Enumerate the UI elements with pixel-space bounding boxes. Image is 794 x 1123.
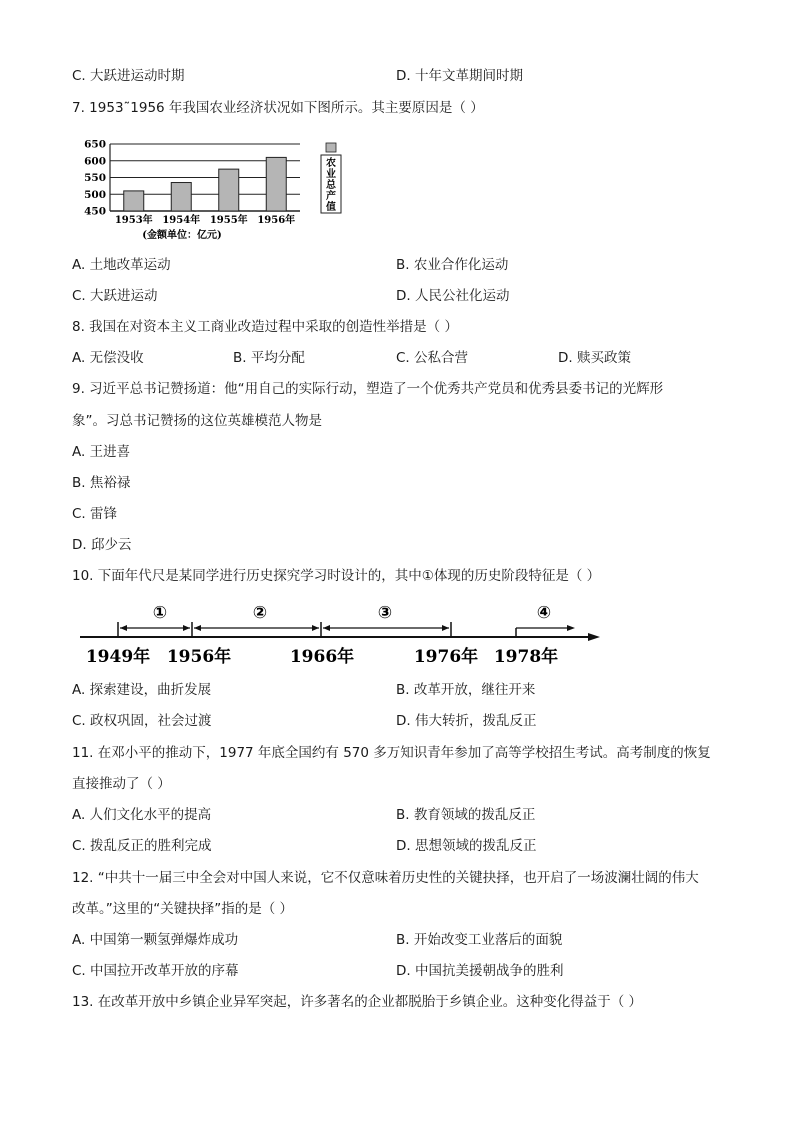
- q7-stem: 7. 1953˜1956 年我国农业经济状况如下图所示。其主要原因是（ ）: [72, 100, 484, 116]
- q6-option-d: D. 十年文革期间时期: [396, 68, 523, 84]
- q11-option-d: D. 思想领域的拨乱反正: [396, 838, 537, 854]
- chart-unit-label: (金额单位：亿元): [142, 230, 222, 241]
- legend-char: 值: [326, 202, 336, 213]
- q7-option-c: C. 大跃进运动: [72, 288, 158, 304]
- timeline-axis-arrow: [588, 633, 600, 641]
- q10-option-b: B. 改革开放，继往开来: [396, 682, 536, 698]
- segment-2-label: ②: [252, 603, 268, 623]
- q10-option-c: C. 政权巩固，社会过渡: [72, 713, 212, 729]
- year-1978: 1978年: [493, 647, 559, 667]
- segment-3-label: ③: [377, 603, 393, 623]
- q12-option-b: B. 开始改变工业落后的面貌: [396, 932, 563, 948]
- q11-stem-line2: 直接推动了（ ）: [72, 776, 171, 792]
- q8-option-b: B. 平均分配: [233, 350, 305, 366]
- q11-option-b: B. 教育领域的拨乱反正: [396, 807, 536, 823]
- bar-1954年: [171, 183, 191, 211]
- y-tick-label: 500: [84, 188, 106, 201]
- q12-stem-line2: 改革。”这里的“关键抉择”指的是（ ）: [72, 901, 294, 917]
- x-tick-label: 1954年: [162, 215, 201, 226]
- y-tick-label: 450: [84, 205, 106, 218]
- q9-stem-line1: 9. 习近平总书记赞扬道：他“用自己的实际行动，塑造了一个优秀共产党员和优秀县委书记的光辉形: [72, 381, 664, 397]
- legend-char: 业: [326, 169, 336, 180]
- year-1949: 1949年: [85, 647, 151, 667]
- q9-option-d: D. 邱少云: [72, 537, 132, 553]
- chart-legend: [321, 143, 341, 213]
- q12-option-a: A. 中国第一颗氢弹爆炸成功: [72, 932, 239, 948]
- legend-char: 农: [326, 158, 336, 169]
- q10-option-d: D. 伟大转折，拨乱反正: [396, 713, 537, 729]
- q7-option-d: D. 人民公社化运动: [396, 288, 510, 304]
- year-1956: 1956年: [166, 647, 232, 667]
- q8-stem: 8. 我国在对资本主义工商业改造过程中采取的创造性举措是（ ）: [72, 319, 458, 335]
- q13-stem: 13. 在改革开放中乡镇企业异军突起，许多著名的企业都脱胎于乡镇企业。这种变化得益于（ ）: [72, 994, 643, 1010]
- q6-option-c: C. 大跃进运动时期: [72, 68, 185, 84]
- q8-option-d: D. 赎买政策: [558, 350, 631, 366]
- bar-1953年: [124, 191, 144, 211]
- q12-option-c: C. 中国拉开改革开放的序幕: [72, 963, 239, 979]
- legend-char: 产: [326, 191, 336, 202]
- y-tick-label: 550: [84, 172, 106, 184]
- q9-stem-line2: 象”。习总书记赞扬的这位英雄模范人物是: [72, 413, 322, 429]
- x-tick-label: 1956年: [257, 215, 296, 226]
- segment-4-label: ④: [536, 603, 552, 623]
- q8-option-c: C. 公私合营: [396, 350, 469, 366]
- x-tick-label: 1953年: [114, 215, 153, 226]
- bar-1955年: [219, 169, 239, 211]
- q10-option-a: A. 探索建设，曲折发展: [72, 682, 212, 698]
- q7-bar-chart: [72, 130, 352, 245]
- q9-option-a: A. 王进喜: [72, 444, 131, 460]
- y-tick-label: 600: [84, 155, 106, 168]
- q11-stem-line1: 11. 在邓小平的推动下，1977 年底全国约有 570 多万知识青年参加了高等学校招生考试。高考制度的恢复: [72, 745, 711, 761]
- q8-option-a: A. 无偿没收: [72, 350, 144, 366]
- q9-option-c: C. 雷锋: [72, 506, 118, 522]
- q7-option-b: B. 农业合作化运动: [396, 257, 509, 273]
- y-tick-label: 650: [84, 138, 106, 151]
- q10-timeline: [72, 600, 612, 672]
- q9-option-b: B. 焦裕禄: [72, 475, 131, 491]
- x-tick-label: 1955年: [209, 215, 248, 226]
- q12-option-d: D. 中国抗美援朝战争的胜利: [396, 963, 564, 979]
- year-1976: 1976年: [413, 647, 479, 667]
- legend-swatch: [326, 143, 336, 152]
- legend-char: 总: [326, 180, 336, 191]
- segment-1-label: ①: [152, 603, 168, 623]
- q12-stem-line1: 12. “中共十一届三中全会对中国人来说，它不仅意味着历史性的关键抉择，也开启了一场波澜壮阔的伟大: [72, 870, 699, 886]
- q7-option-a: A. 土地改革运动: [72, 257, 171, 273]
- q10-stem: 10. 下面年代尺是某同学进行历史探究学习时设计的，其中①体现的历史阶段特征是（ ）: [72, 568, 601, 584]
- q11-option-a: A. 人们文化水平的提高: [72, 807, 212, 823]
- q11-option-c: C. 拨乱反正的胜利完成: [72, 838, 212, 854]
- bar-1956年: [266, 157, 286, 211]
- year-1966: 1966年: [289, 647, 355, 667]
